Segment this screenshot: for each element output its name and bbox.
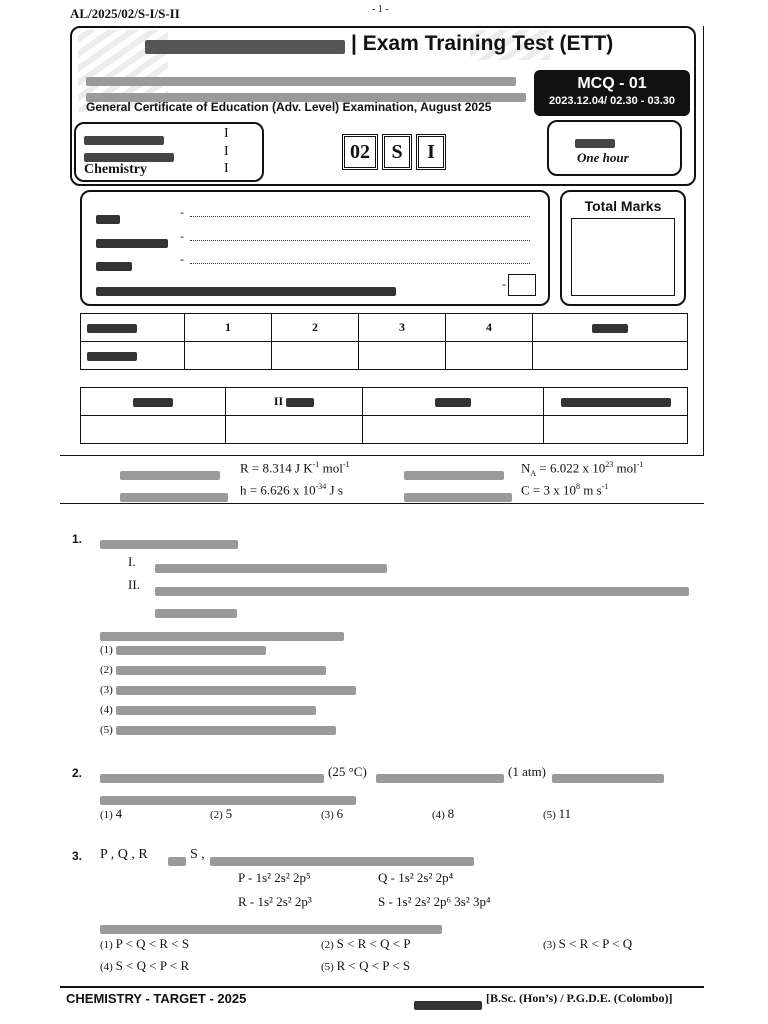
mcq-label: MCQ - 01	[577, 75, 647, 92]
index-dash: -	[180, 229, 184, 243]
code-box-stream: S	[382, 134, 412, 170]
q2-stem-c	[552, 769, 664, 787]
examiner-cell[interactable]	[544, 416, 688, 444]
marks-cell-1[interactable]	[185, 342, 272, 370]
avogadro-constant: $N_A = 6.022$ x $10^{23}$ mol$^{-1}$	[521, 460, 644, 478]
duration-english: One hour	[577, 150, 629, 165]
q3-stem	[210, 852, 474, 870]
q3-config-q: Q - 1s² 2s² 2p⁴	[378, 870, 454, 885]
exam-line-tamil	[86, 88, 526, 100]
q-col-1: 1	[185, 314, 272, 342]
index-field[interactable]	[190, 240, 530, 241]
exam-line-sinhala	[86, 72, 526, 84]
exam-line-english: General Certificate of Education (Adv. Level) Examination, August 2025	[86, 100, 492, 114]
q-col-3: 3	[359, 314, 446, 342]
footer-left: CHEMISTRY - TARGET - 2025	[66, 991, 247, 1006]
subject-box	[74, 122, 264, 182]
avogadro-label	[404, 466, 504, 484]
paper1-cell[interactable]	[81, 416, 226, 444]
paper2-header	[226, 388, 363, 416]
total-marks-box	[560, 190, 686, 306]
q1-statement-1	[155, 559, 387, 577]
footer-rule	[60, 986, 704, 988]
margin-line	[703, 26, 704, 456]
name-label	[96, 210, 120, 228]
tick-box[interactable]	[508, 274, 536, 296]
q2-option-3[interactable]: (3) 6	[321, 806, 344, 821]
question-marks-table	[80, 313, 688, 370]
q3-option-3[interactable]: (3) S < R < P < Q	[543, 936, 633, 951]
light-label	[404, 488, 512, 506]
school-dash: -	[180, 252, 184, 266]
total-header	[533, 314, 688, 342]
tick-instruction	[96, 282, 396, 300]
q2-option-4[interactable]: (4) 8	[432, 806, 455, 821]
constants-top-rule	[60, 455, 704, 456]
q1-option-5[interactable]: (5)	[100, 724, 336, 736]
paper-code: AL/2025/02/S-I/S-II	[70, 6, 180, 21]
exam-title: | Exam Training Test (ETT)	[351, 32, 614, 55]
q3-number: 3.	[72, 849, 83, 863]
gas-constant: R = 8.314 J $K^{-1}$ mol$^{-1}$	[240, 460, 350, 476]
q2-pressure: (1 atm)	[508, 764, 546, 779]
planck-label	[120, 488, 228, 506]
q1-option-1[interactable]: (1)	[100, 644, 266, 656]
q1-statement-1-num: I.	[128, 554, 136, 569]
page-number: - 1 -	[372, 4, 389, 15]
q1-option-2[interactable]: (2)	[100, 664, 326, 676]
q3-elements: P , Q , R	[100, 847, 148, 862]
marks-obtained-header	[81, 342, 185, 370]
name-dash: -	[180, 205, 184, 219]
footer-right: [B.Sc. (Hon’s) / P.G.D.E. (Colombo)]	[486, 991, 673, 1005]
total-marks-field[interactable]	[571, 218, 675, 296]
q3-stem-and	[168, 852, 186, 870]
q1-number: 1.	[72, 532, 83, 546]
q2-option-2[interactable]: (2) 5	[210, 806, 233, 821]
speed-of-light: C = 3 x $10^8$ m $s^{-1}$	[521, 482, 609, 498]
q1-statement-2	[155, 582, 689, 600]
q3-option-4[interactable]: (4) S < Q < P < R	[100, 958, 190, 973]
code-box-part: I	[416, 134, 446, 170]
q3-option-2[interactable]: (2) S < R < Q < P	[321, 936, 411, 951]
q3-config-s: S - 1s² 2s² 2p⁶ 3s² 3p⁴	[378, 894, 491, 909]
q2-stem-a	[100, 769, 324, 787]
footer-author-sinhala	[414, 996, 482, 1014]
roman-3: I	[224, 161, 229, 176]
name-field[interactable]	[190, 216, 530, 217]
q1-option-3[interactable]: (3)	[100, 684, 356, 696]
candidate-box	[80, 190, 550, 306]
mcq-badge	[534, 70, 690, 116]
paper-total-header	[363, 388, 544, 416]
index-label	[96, 234, 168, 252]
paper2-cell[interactable]	[226, 416, 363, 444]
q1-question	[100, 627, 344, 645]
marks-cell-3[interactable]	[359, 342, 446, 370]
marks-cell-4[interactable]	[446, 342, 533, 370]
marks-cell-2[interactable]	[272, 342, 359, 370]
roman-1: I	[224, 126, 229, 141]
code-box-subject: 02	[342, 134, 378, 170]
q-col-2: 2	[272, 314, 359, 342]
total-marks-label: Total Marks	[584, 198, 662, 214]
examiner-header	[544, 388, 688, 416]
q3-element-s: S ,	[190, 847, 205, 862]
question-no-header	[81, 314, 185, 342]
planck-constant: h = 6.626 x $10^{-34}$ J s	[240, 482, 343, 498]
gas-constant-label	[120, 466, 220, 484]
q1-statement-2-cont	[155, 604, 237, 622]
q2-stem-b	[376, 769, 504, 787]
q2-option-5[interactable]: (5) 11	[543, 806, 572, 821]
q3-config-r: R - 1s² 2s² 2p³	[238, 894, 312, 909]
paper-code-boxes	[342, 134, 446, 170]
tick-dash: -	[502, 277, 506, 291]
paper-total-cell[interactable]	[363, 416, 544, 444]
school-field[interactable]	[190, 263, 530, 264]
paper1-header	[81, 388, 226, 416]
q2-number: 2.	[72, 766, 83, 780]
q-col-4: 4	[446, 314, 533, 342]
q3-config-p: P - 1s² 2s² 2p⁵	[238, 870, 311, 885]
q2-temp: (25 °C)	[328, 764, 367, 779]
q1-stem	[100, 535, 238, 553]
school-label	[96, 257, 132, 275]
roman-2: I	[224, 144, 229, 159]
paper2-roman: II	[273, 394, 284, 408]
title-sinhala	[145, 38, 345, 54]
subject-english: Chemistry	[84, 162, 147, 177]
mcq-datetime: 2023.12.04/ 02.30 - 03.30	[549, 95, 675, 107]
q3-option-1[interactable]: (1) P < Q < R < S	[100, 936, 190, 951]
duration-box	[547, 120, 682, 176]
q2-option-1[interactable]: (1) 4	[100, 806, 123, 821]
q1-statement-2-num: II.	[128, 577, 140, 592]
marks-cell-total[interactable]	[533, 342, 688, 370]
paper-marks-table	[80, 387, 688, 444]
q3-option-5[interactable]: (5) R < Q < P < S	[321, 958, 411, 973]
q1-option-4[interactable]: (4)	[100, 704, 316, 716]
